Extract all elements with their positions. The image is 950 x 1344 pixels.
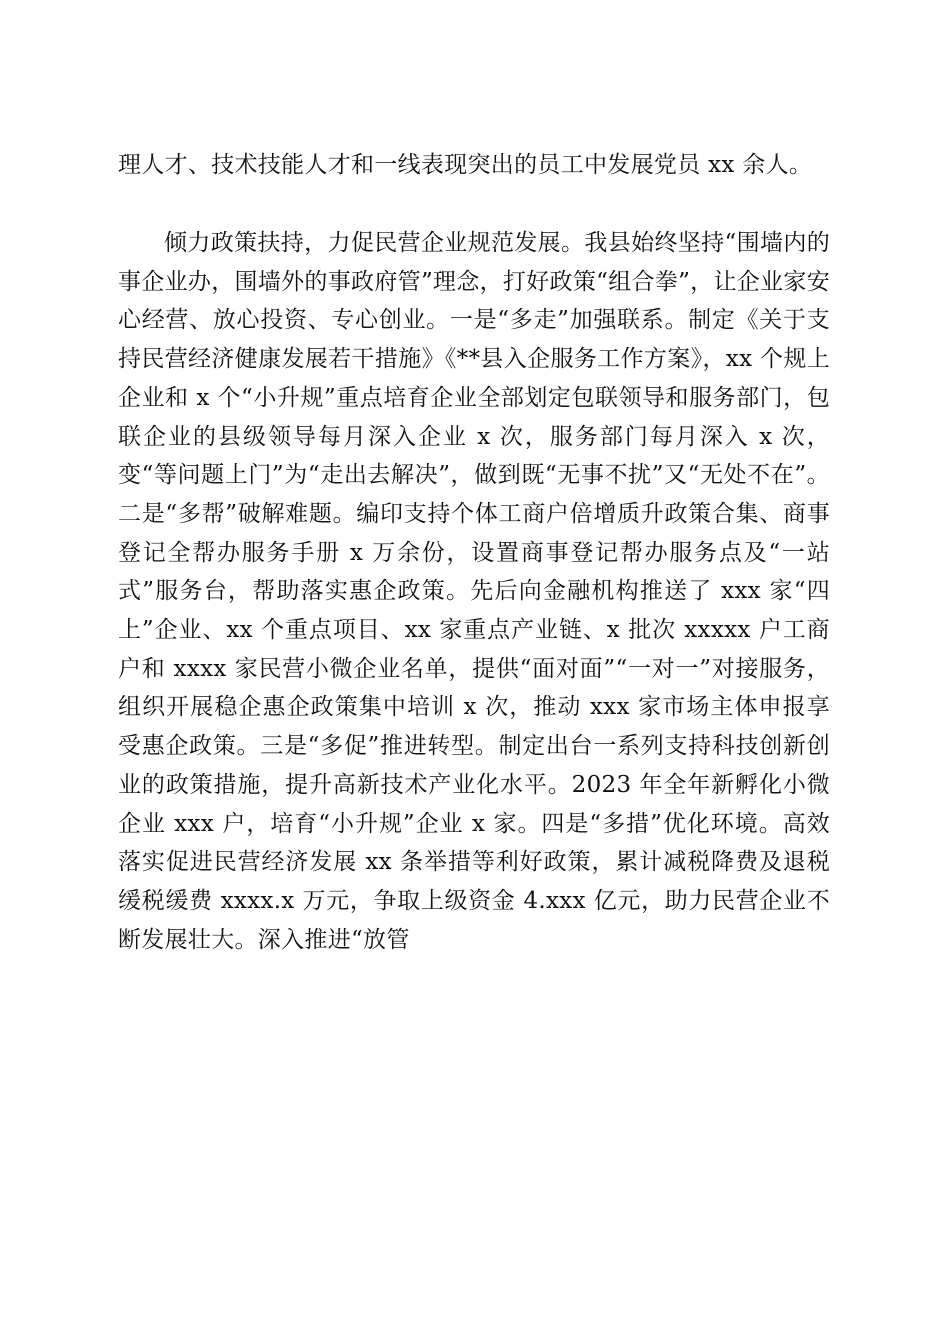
- paragraph-policy-support: 倾力政策扶持，力促民营企业规范发展。我县始终坚持“围墙内的事企业办，围墙外的事政府管”理念，打好政策“组合拳”，让企业家安心经营、放心投资、专心创业。一是“多走”加强联系。制定《关于支持民营经济健康发展若干措施》《**县入企服务工作方案》，xx 个规上企业和 x 个“小升规”重点培育企业全部划定包联领导和服务部门，包联企业的县级领导每月深入企业 x 次，服务部门每月深入 x 次，变“等问题上门”为“走出去解决”，做到既“无事不扰”又“无处不在”。二是“多帮”破解难题。编印支持个体工商户倍增质升政策合集、商事登记全帮办服务手册 x 万余份，设置商事登记帮办服务点及“一站式”服务台，帮助落实惠企政策。先后向金融机构推送了 xxx 家“四上”企业、xx 个重点项目、xx 家重点产业链、x 批次 xxxxx 户工商户和 xxxx 家民营小微企业名单，提供“面对面”“一对一”对接服务，组织开展稳企惠企政策集中培训 x 次，推动 xxx 家市场主体申报享受惠企政策。三是“多促”推进转型。制定出台一系列支持科技创新创业的政策措施，提升高新技术产业化水平。2023 年全年新孵化小微企业 xxx 户，培育“小升规”企业 x 家。四是“多措”优化环境。高效落实促进民营经济发展 xx 条举措等利好政策，累计减税降费及退税缓税缓费 xxxx.x 万元，争取上级资金 4.xxx 亿元，助力民营企业不断发展壮大。深入推进“放管: [118, 230, 830, 953]
- paragraph-continued: 理人才、技术技能人才和一线表现突出的员工中发展党员 xx 余人。: [118, 152, 813, 178]
- body-text-section-main: [118, 224, 830, 959]
- body-text-section: [118, 146, 830, 185]
